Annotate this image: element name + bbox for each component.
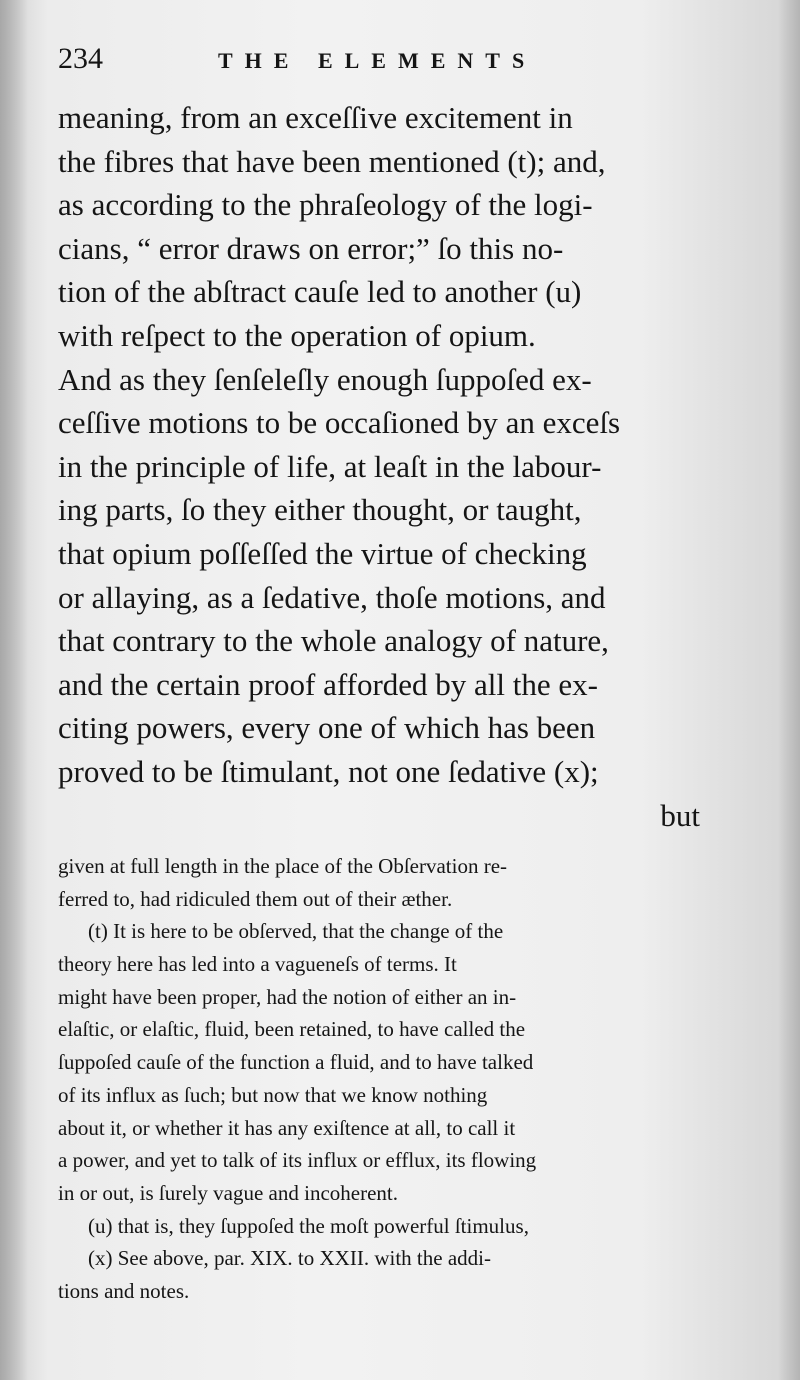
footnote-line: elaſtic, or elaſtic, fluid, been retained, to have called the: [58, 1017, 526, 1042]
text-line: that contrary to the whole analogy of nature,: [58, 623, 609, 659]
main-text-block: [58, 96, 700, 837]
text-line: and the certain proof afforded by all the ex-: [58, 666, 598, 702]
text-line: the fibres that have been mentioned (t); and,: [58, 143, 606, 179]
footnote-line: ſuppoſed cauſe of the function a fluid, and to have talked: [58, 1050, 534, 1075]
text-line: cians, “ error draws on error;” ſo this no-: [58, 230, 564, 266]
footnote-line: might have been proper, had the notion of either an in-: [58, 984, 517, 1009]
text-line: that opium poſſeſſed the virtue of checking: [58, 535, 587, 571]
footnote-line: tions and notes.: [58, 1278, 190, 1303]
footnote-line: given at full length in the place of the Obſervation re-: [58, 854, 508, 878]
text-line: with reſpect to the operation of opium.: [58, 317, 536, 353]
text-line: tion of the abſtract cauſe led to another (u): [58, 274, 582, 310]
text-line: in the principle of life, at leaſt in the labour-: [58, 448, 602, 484]
footnote-line: in or out, is ſurely vague and incoherent.: [58, 1180, 398, 1205]
footnote-line: about it, or whether it has any exiſtence at all, to call it: [58, 1115, 516, 1140]
footnote-line: a power, and yet to talk of its influx or efflux, its flowing: [58, 1148, 537, 1173]
running-head: THE ELEMENTS: [218, 48, 537, 73]
page-edge-shadow: [778, 0, 800, 1380]
text-line: And as they ſenſeleſly enough ſuppoſed ex-: [58, 361, 592, 397]
text-line: proved to be ſtimulant, not one ſedative (x);: [58, 753, 599, 789]
text-line: meaning, from an exceſſive excitement in: [58, 100, 573, 135]
text-line: ing parts, ſo they either thought, or taught,: [58, 492, 582, 528]
footnote-t-start: (t) It is here to be obſerved, that the change of the: [88, 919, 504, 944]
text-line: as according to the phraſeology of the logi-: [58, 187, 593, 223]
page-gutter-shadow: [0, 0, 28, 1380]
catchword: but: [660, 797, 700, 833]
text-line: or allaying, as a ſedative, thoſe motions, and: [58, 579, 606, 615]
footnote-line: theory here has led into a vagueneſs of terms. It: [58, 952, 457, 977]
page-header: [58, 42, 698, 82]
footnote-line: of its influx as ſuch; but now that we know nothing: [58, 1082, 488, 1107]
footnote-u: (u) that is, they ſuppoſed the moſt powerful ſtimulus,: [88, 1213, 529, 1238]
text-line: ceſſive motions to be occaſioned by an exceſs: [58, 405, 621, 441]
footnotes-block: [58, 850, 700, 1308]
footnote-x-start: (x) See above, par. XIX. to XXII. with the addi-: [88, 1246, 491, 1271]
page-number: 234: [58, 42, 103, 75]
footnote-line: ferred to, had ridiculed them out of their æther.: [58, 886, 453, 911]
text-line: citing powers, every one of which has been: [58, 710, 596, 746]
